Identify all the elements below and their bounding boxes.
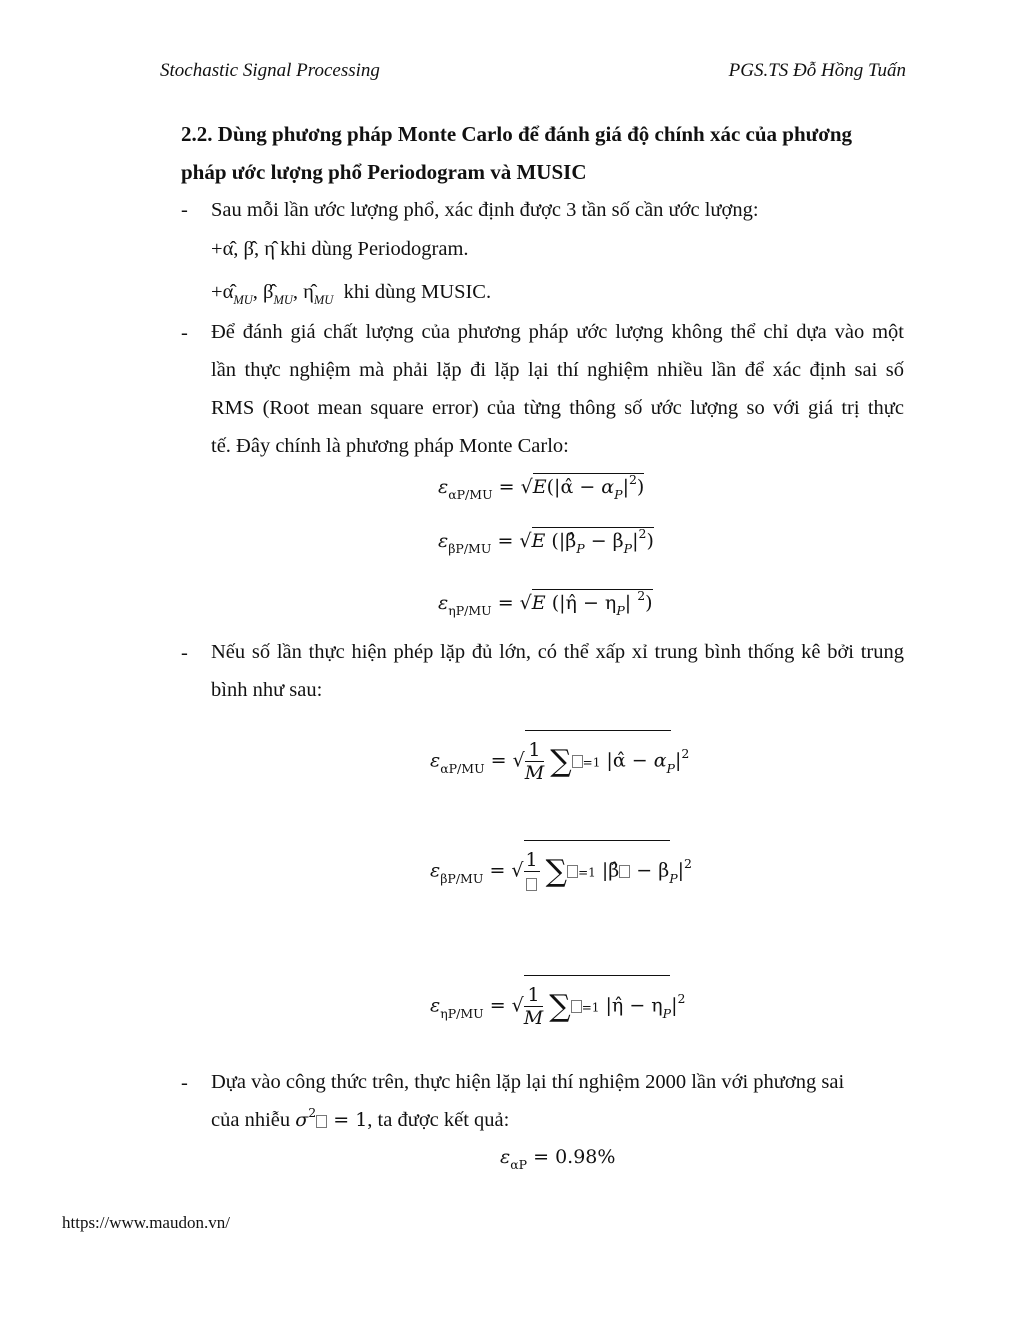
noise-variance: $\sigma^2 = 1$ <box>295 1105 368 1131</box>
header-left: Stochastic Signal Processing <box>160 60 380 81</box>
periodogram-line <box>211 230 469 268</box>
header-right: PGS.TS Đỗ Hồng Tuấn <box>728 60 906 81</box>
rms-equation-eta: $\varepsilon_{\eta P/MU} = √E$ (|η̂ − $\eta_P|$ $^2$) <box>438 588 653 618</box>
mc-equation-beta: $\varepsilon_{\beta P/MU}$ = √ 1 ∑ =1 |β̂ − $\beta_P|^2$ <box>430 840 670 894</box>
beta-hat-mu: $\betâ_{MU}$ <box>263 281 293 307</box>
bullet-2-line4: tế. Đây chính là phương pháp Monte Carlo: <box>211 435 569 457</box>
footer-url[interactable]: https://www.maudon.vn/ <box>62 1213 230 1232</box>
bullet-2-line3: RMS (Root mean square error) của từng thông số ước lượng so với giá trị thực <box>211 397 904 419</box>
bullet-dash-1: - <box>181 199 188 221</box>
bullet-4-line2: của nhiễu $\sigma^2 = 1$, ta được kết quả: <box>211 1105 510 1131</box>
bullet-4-line1: Dựa vào công thức trên, thực hiện lặp lại thí nghiệm 2000 lần với phương sai <box>211 1071 845 1093</box>
bullet-dash-2: - <box>181 322 188 344</box>
bullet-3-line2: bình như sau: <box>211 679 323 701</box>
section-title-line2: pháp ước lượng phổ Periodogram và MUSIC <box>181 160 587 184</box>
music-line: $+\alphâ_{MU}$, $\betâ_{MU}$, $\etâ_{MU}$ khi dùng MUSIC. <box>211 281 492 307</box>
bullet-2-line1: Để đánh giá chất lượng của phương pháp ước lượng không thể chỉ dựa vào một <box>211 321 904 343</box>
mc-equation-alpha: $\varepsilon_{\alpha P/MU}$ = √ $\frac{1}{M}$ ∑ =1 |α̂ − $\alpha_P|^2$ <box>430 730 671 784</box>
section-title-line1: 2.2. Dùng phương pháp Monte Carlo để đánh giá độ chính xác của phương <box>181 122 853 146</box>
result-equation: $\varepsilon_{\alpha P} = 0.98\%$ <box>500 1146 616 1172</box>
rms-equation-beta: $\varepsilon_{\beta P/MU} = √E$ $(|\betâ_P - \beta_P|^2)$ <box>438 526 654 556</box>
plus-sign: + <box>211 238 223 260</box>
periodogram-symbols: α̂, β̂, η̂ <box>222 238 275 260</box>
plus-sign: + <box>211 281 223 303</box>
music-text: khi dùng MUSIC. <box>343 281 492 303</box>
bullet-dash-3: - <box>181 642 188 664</box>
rms-equation-alpha: $\varepsilon_{\alpha P/MU}$ = √E(|α̂ − $\alpha_P|^2$) <box>438 472 645 502</box>
bullet-3-line1: Nếu số lần thực hiện phép lặp đủ lớn, có thể xấp xỉ trung bình thống kê bởi trung <box>211 641 904 663</box>
eta-hat-mu: $\etâ_{MU}$ <box>303 281 334 307</box>
bullet-1-text: Sau mỗi lần ước lượng phổ, xác định được 3 tần số cần ước lượng: <box>211 199 759 221</box>
bullet-2-line2: lần thực nghiệm mà phải lặp đi lặp lại thí nghiệm nhiều lần để xác định sai số <box>211 359 904 381</box>
mc-equation-eta: $\varepsilon_{\eta P/MU}$ = √ $\frac{1}{M}$ ∑ =1 |η̂ − $\eta_P|^2$ <box>430 975 670 1029</box>
periodogram-text: khi dùng Periodogram. <box>280 238 469 260</box>
alpha-hat-mu: $\alphâ_{MU}$ <box>222 281 253 307</box>
bullet-dash-4: - <box>181 1072 188 1094</box>
